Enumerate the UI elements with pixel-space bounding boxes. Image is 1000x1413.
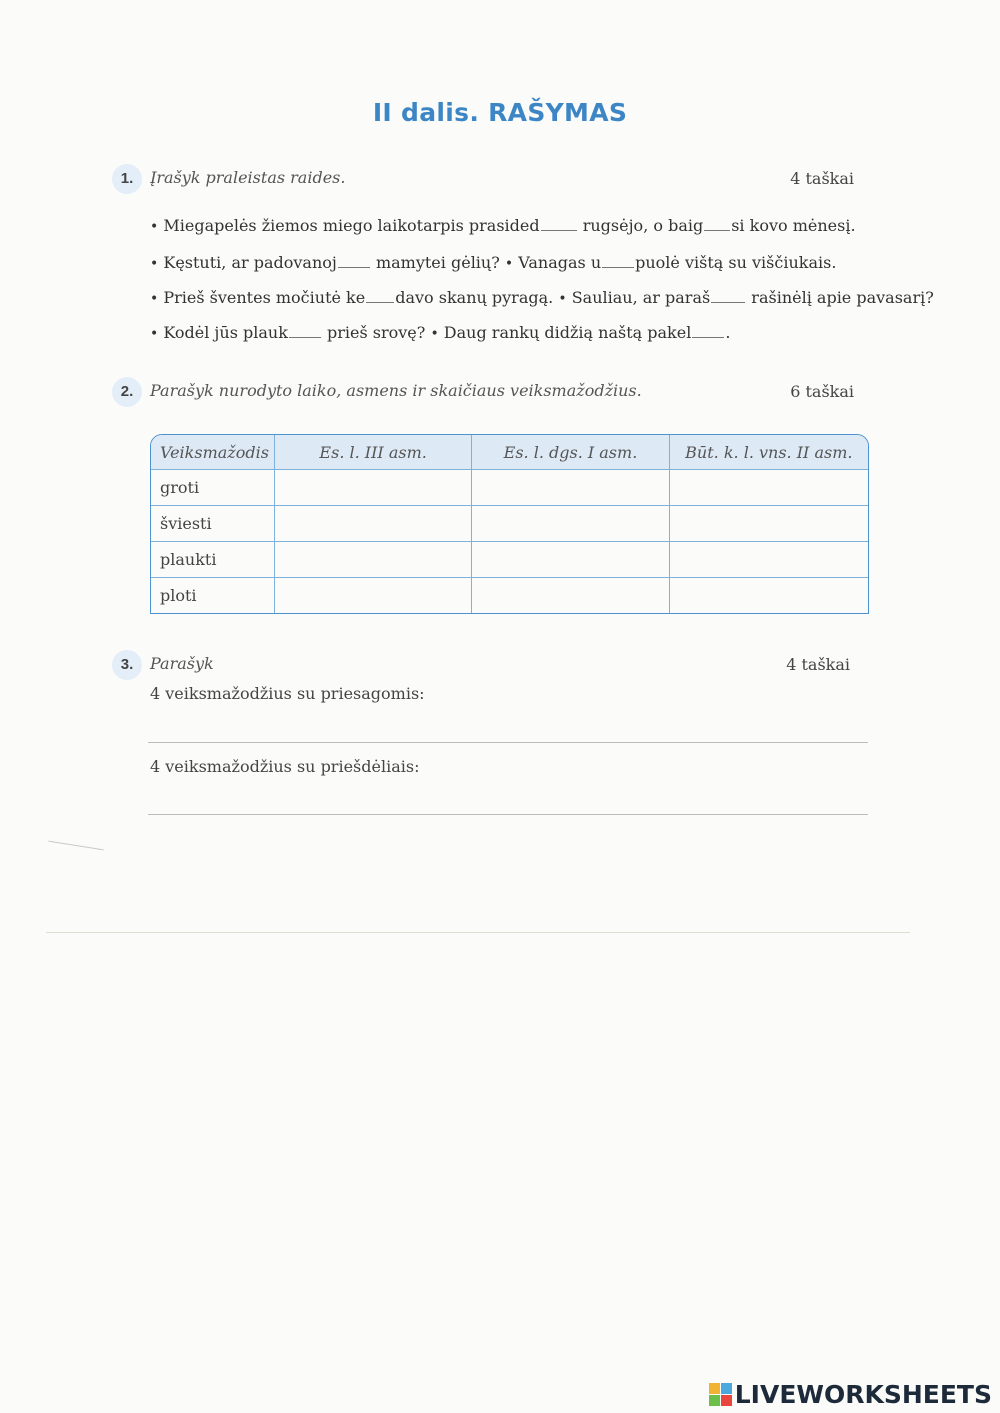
verb-cell: ploti [151, 577, 275, 613]
sentence-text: prieš srovę? [326, 323, 426, 342]
answer-cell[interactable] [472, 469, 669, 505]
bullet: • [150, 256, 159, 272]
answer-cell[interactable] [275, 541, 472, 577]
task-number: 3. [112, 650, 142, 680]
table-header-row [151, 435, 868, 469]
sentence-line [150, 323, 730, 342]
column-header: Būt. k. l. vns. II asm. [670, 435, 868, 469]
answer-cell[interactable] [472, 541, 669, 577]
brand-square [709, 1395, 720, 1406]
task-points: 4 taškai [790, 169, 854, 188]
task-instruction: Parašyk [150, 654, 214, 673]
task-1-header [112, 164, 854, 194]
table-row [151, 469, 868, 505]
brand-text: LIVEWORKSHEETS [734, 1379, 992, 1409]
brand-square [721, 1383, 732, 1394]
table-row [151, 577, 868, 613]
task-3-header [112, 650, 850, 680]
verb-cell: groti [151, 469, 275, 505]
task-number: 1. [112, 164, 142, 194]
scan-mark [48, 841, 103, 851]
task-points: 4 taškai [786, 655, 850, 674]
answer-line[interactable] [148, 742, 868, 743]
blank-field[interactable] [289, 325, 321, 338]
sentence-text: si kovo mėnesį. [731, 216, 856, 235]
bullet: • [504, 256, 514, 272]
sentence-text: Vanagas u [518, 253, 602, 272]
answer-cell[interactable] [670, 505, 868, 541]
sentence-text: Prieš šventes močiutė ke [163, 288, 366, 307]
sentence-line [150, 216, 856, 235]
answer-cell[interactable] [275, 469, 472, 505]
column-header: Es. l. III asm. [275, 435, 472, 469]
brand-square [709, 1383, 720, 1394]
verb-cell: plaukti [151, 541, 275, 577]
brand-square [721, 1395, 732, 1406]
sentence-text: Daug rankų didžią naštą pakel [443, 323, 692, 342]
subtask-label: 4 veiksmažodžius su priesagomis: [150, 684, 425, 703]
sentence-text: puolė vištą su viščiukais. [635, 253, 837, 272]
page-title: II dalis. RAŠYMAS [372, 98, 628, 127]
blank-field[interactable] [711, 290, 745, 303]
bullet: • [150, 219, 159, 235]
blank-field[interactable] [366, 290, 394, 303]
task-2-header [112, 377, 854, 407]
bullet: • [558, 291, 567, 307]
task-instruction: Įrašyk praleistas raides. [150, 168, 346, 187]
sentence-text: Miegapelės žiemos miego laikotarpis prasided [163, 216, 540, 235]
table-row [151, 505, 868, 541]
sentence-text: davo skanų pyragą. [395, 288, 554, 307]
sentence-text: . [725, 323, 731, 342]
verb-cell: šviesti [151, 505, 275, 541]
sentence-line [150, 253, 836, 272]
column-header: Veiksmažodis [151, 435, 275, 469]
bullet: • [150, 291, 159, 307]
verb-table [150, 434, 869, 614]
sentence-text: Sauliau, ar paraš [571, 288, 711, 307]
brand-logo [709, 1380, 992, 1408]
page-edge-line [46, 932, 910, 933]
sentence-text: Kęstuti, ar padovanoj [163, 253, 337, 272]
table-row [151, 541, 868, 577]
blank-field[interactable] [541, 218, 577, 231]
sentence-text: rašinėlį apie pavasarį? [751, 288, 934, 307]
sentence-text: rugsėjo, o baig [582, 216, 704, 235]
answer-cell[interactable] [670, 577, 868, 613]
task-instruction: Parašyk nurodyto laiko, asmens ir skaičiaus veiksmažodžius. [150, 381, 642, 400]
subtask-label: 4 veiksmažodžius su priešdėliais: [150, 757, 420, 776]
answer-cell[interactable] [670, 469, 868, 505]
answer-cell[interactable] [472, 577, 669, 613]
bullet: • [150, 326, 159, 342]
brand-icon [709, 1383, 732, 1406]
answer-cell[interactable] [275, 577, 472, 613]
sentence-text: Kodėl jūs plauk [163, 323, 288, 342]
column-header: Es. l. dgs. I asm. [472, 435, 669, 469]
task-number: 2. [112, 377, 142, 407]
sentence-text: mamytei gėlių? [375, 253, 500, 272]
blank-field[interactable] [692, 325, 724, 338]
answer-cell[interactable] [472, 505, 669, 541]
answer-cell[interactable] [275, 505, 472, 541]
bullet: • [430, 326, 439, 342]
task-points: 6 taškai [790, 382, 854, 401]
blank-field[interactable] [338, 255, 370, 268]
blank-field[interactable] [602, 255, 634, 268]
blank-field[interactable] [704, 218, 730, 231]
answer-cell[interactable] [670, 541, 868, 577]
answer-line[interactable] [148, 814, 868, 815]
sentence-line [150, 288, 934, 307]
